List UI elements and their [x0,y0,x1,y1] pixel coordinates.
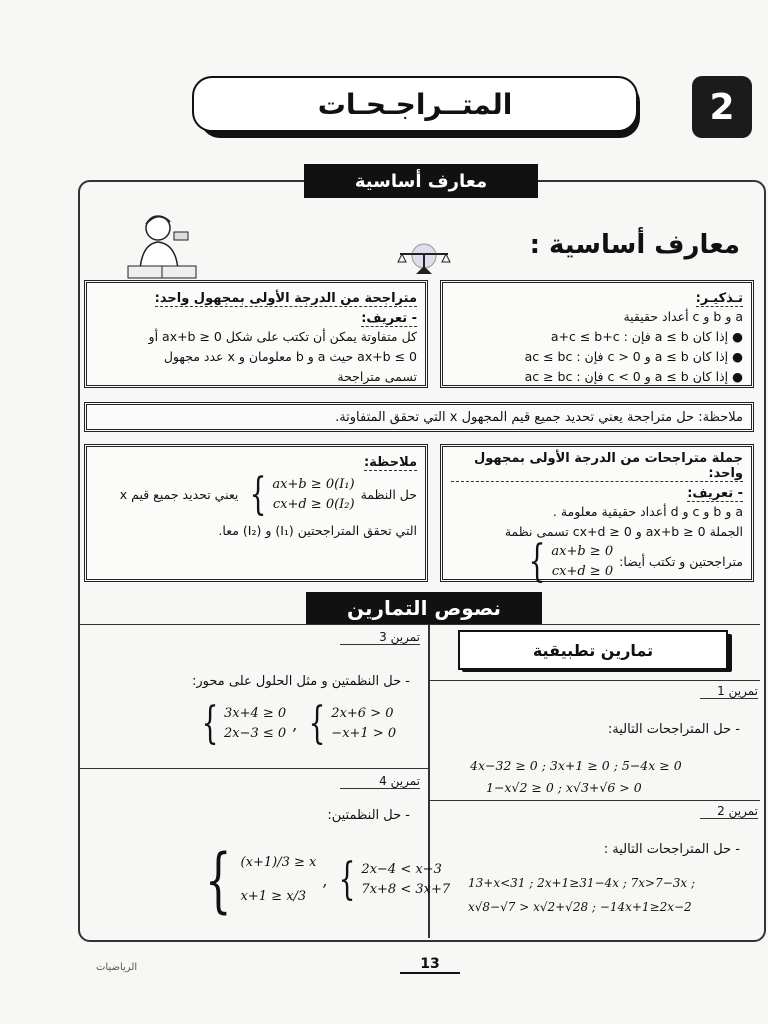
systems-line-3 [451,536,743,587]
ex3-b2: −x+1 > 0 [331,726,397,741]
definition-line-2: ax+b ≤ 0 حيث a و b معلومان و x عدد مجهول [163,349,417,364]
ex4-prompt: - حل النظمتين: [327,808,410,823]
note-box [84,444,428,582]
definition-title: متراجحة من الدرجة الأولى بمجهول واحد: [154,291,417,306]
row-line-top [80,624,760,625]
systems-eq-2: cx+d ≥ 0 [551,564,614,579]
definition-box [84,280,428,388]
ex2-eq-2: x√8−√7 > x√2+√28 ; −14x+1≥2x−2 [468,900,692,914]
applied-banner: تمارين تطبيقية [458,630,728,670]
systems-box [440,444,754,587]
note-line-1 [95,469,417,520]
reminder-box [440,280,754,388]
note-brace: { ax+b ≥ 0(I₁) cx+d ≥ 0(I₂) [249,469,355,520]
note-line-1a: حل النظمة [360,487,417,502]
ex4-line [80,768,428,769]
ex3-title: تمرين 3 [340,630,420,645]
systems-line-2: الجملة ax+b ≥ 0 و cx+d ≥ 0 تسمى نظمة [504,524,743,539]
ex1-title: تمرين 1 [700,684,758,699]
systems-sub: - تعريف: [687,486,743,501]
note-title: ملاحظة: [363,455,417,470]
chapter-number: 2 [692,76,752,138]
ex4-b1: 2x−4 < x−3 [361,862,442,877]
page-title: المتــراجـحـات [192,76,638,132]
ex4-systems: { (x+1)/3 ≥ x x+1 ≥ x/3 , { 2x−4 < x−3 7x+8 < 3x+7 [204,839,451,921]
ex2-line [430,800,760,801]
definition-line-1: كل متفاوتة يمكن أن تكتب على شكل ax+b ≥ 0 أو [148,329,417,344]
reminder-title: تـذكيـر: [695,291,743,306]
section-banner-exercises: نصوص التمارين [306,592,542,624]
section-banner-basics: معارف أساسية [304,164,538,198]
footer-subject: الرياضيات [96,962,138,973]
ex3-systems: { 3x+4 ≥ 0 2x−3 ≤ 0 , { 2x+6 > 0 −x+1 > 0 [201,698,397,749]
ex1-eq-2: 1−x√2 ≥ 0 ; x√3+√6 > 0 [486,780,642,795]
systems-eq-1: ax+b ≥ 0 [551,544,614,559]
note-eq-2: cx+d ≥ 0(I₂) [272,497,355,512]
definition-line-3: تسمى متراجحة [337,369,417,384]
note-line-1b: يعني تحديد جميع قيم x [119,487,239,502]
ex3-b1: 2x+6 > 0 [331,706,394,721]
ex1-line [430,680,760,681]
note-eq-1: ax+b ≥ 0(I₁) [272,477,355,492]
ex1-eq-1: 4x−32 ≥ 0 ; 3x+1 ≥ 0 ; 5−4x ≥ 0 [470,758,682,773]
reminder-line-4: ● إذا كان a ≤ b و c < 0 فإن : ac ≥ bc [524,369,743,384]
ex3-prompt: - حل النظمتين و مثل الحلول على محور: [192,674,410,689]
reminder-line-3: ● إذا كان a ≤ b و c > 0 فإن : ac ≤ bc [524,349,743,364]
definition-sub: - تعريف: [361,311,417,326]
note-bar: ملاحظة: حل متراجحة يعني تحديد جميع قيم المجهول x التي تحقق المتفاوتة. [84,402,754,432]
ex2-prompt: - حل المتراجحات التالية : [603,842,740,857]
ex4-title: تمرين 4 [340,774,420,789]
ex4-a2: x+1 ≥ x/3 [240,889,307,904]
reminder-line-1: a و b و c أعداد حقيقية [623,309,743,324]
ex2-eq-1: 13+x<31 ; 2x+1≥31−4x ; 7x>7−3x ; [468,876,696,890]
note-line-2: التي تحقق المتراجحتين (I₁) و (I₂) معا. [218,523,417,538]
ex3-a1: 3x+4 ≥ 0 [224,706,287,721]
systems-brace: { ax+b ≥ 0 cx+d ≥ 0 [528,536,614,587]
student-illustration [122,210,202,282]
ex1-prompt: - حل المتراجحات التالية: [607,722,740,737]
ex4-a1: (x+1)/3 ≥ x [240,855,317,870]
systems-line-3-text: متراجحتين و تكتب أيضا: [619,554,743,569]
ex3-a2: 2x−3 ≤ 0 [224,726,287,741]
section-heading: معارف أساسية : [529,230,740,260]
ex2-title: تمرين 2 [700,804,758,819]
reminder-line-2: ● إذا كان a ≤ b فإن : a+c ≤ b+c [550,329,743,344]
systems-title: جملة متراجحات من الدرجة الأولى بمجهول واحد: [451,451,743,482]
ex4-b2: 7x+8 < 3x+7 [361,882,451,897]
scale-icon [394,240,454,280]
systems-line-1: a و b و c و d أعداد حقيقية معلومة . [552,504,743,519]
page-number: 13 [400,956,460,974]
